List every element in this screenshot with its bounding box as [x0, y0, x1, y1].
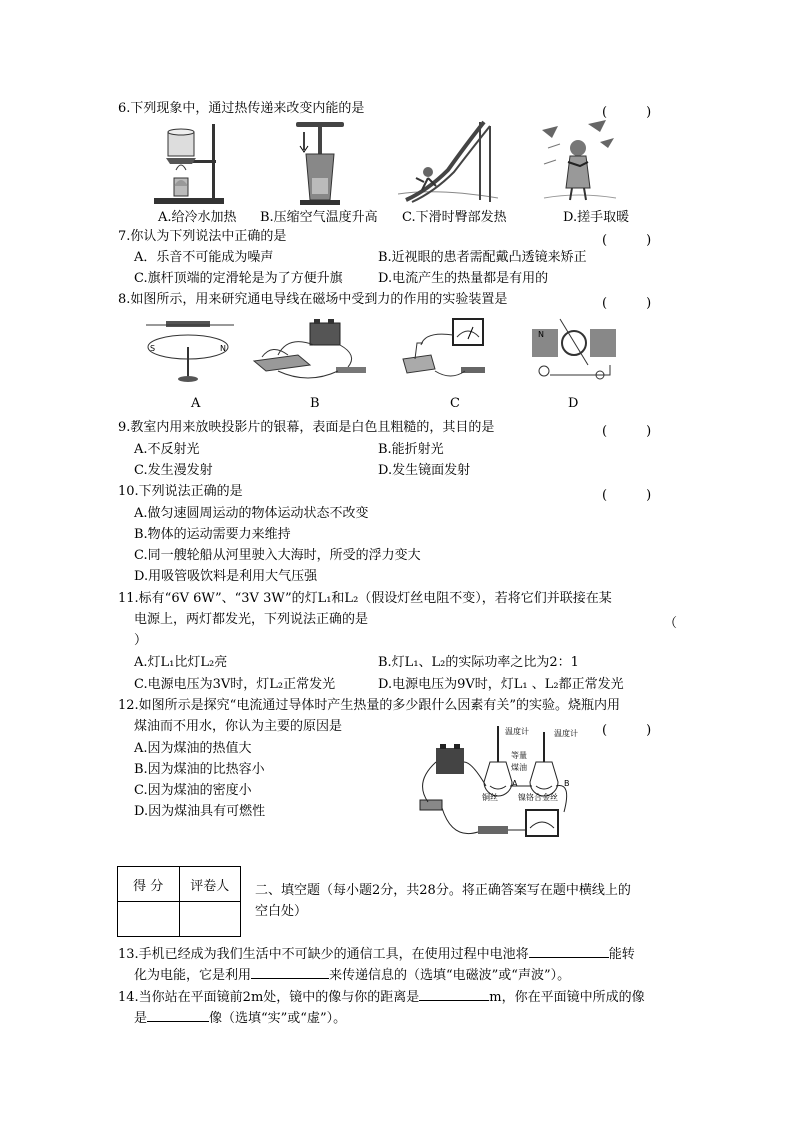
q12-fig-equal: 等量 [511, 751, 527, 760]
svg-text:N: N [538, 330, 544, 339]
q7-answer-paren: ( ) [602, 233, 652, 248]
q14-line2 [134, 1011, 346, 1027]
q10-stem: 10.下列说法正确的是 [118, 484, 243, 499]
q8-label-c: C [450, 396, 460, 411]
q12-stem-line1: 12.如图所示是探究“电流通过导体时产生热量的多少跟什么因素有关”的实验。烧瓶内用 [118, 698, 620, 713]
q10-option-c: C.同一艘轮船从河里驶入大海时，所受的浮力变大 [134, 548, 421, 563]
q6-option-c: C.下滑时臀部发热 [402, 210, 507, 225]
q9-option-b: B.能折射光 [378, 442, 444, 457]
q12-fig-nichrome: 镍铬合金丝 [518, 793, 558, 802]
q14-text4: 像（选填“实”或“虚”）。 [209, 1011, 347, 1026]
q12-fig-copper: 铜丝 [482, 793, 498, 802]
q12-option-a: A.因为煤油的热值大 [134, 741, 252, 756]
q12-figure-circuit [412, 722, 592, 852]
q10-answer-paren: ( ) [602, 488, 652, 503]
q6-figure-c-slide [398, 118, 498, 208]
q14-text1: 14.当你站在平面镜前2m处，镜中的像与你的距离是 [118, 990, 420, 1005]
section2-title-line1: 二、填空题（每小题2分，共28分。将正确答案写在题中横线上的 [255, 883, 631, 898]
q11-paren-close: ） [134, 633, 148, 648]
q9-option-d: D.发生镜面发射 [378, 463, 471, 478]
q12-option-d: D.因为煤油具有可燃性 [134, 804, 266, 819]
q11-option-c: C.电源电压为3V时，灯L₂正常发光 [134, 677, 336, 692]
q7-option-c: C.旗杆顶端的定滑轮是为了方便升旗 [134, 271, 343, 286]
q6-option-d: D.搓手取暖 [563, 210, 630, 225]
score-header: 得 分 [118, 867, 180, 902]
q6-figure-d-rubbing-hands [538, 118, 618, 204]
q13-text2: 能转 [608, 947, 635, 962]
q6-figure-b-compression [290, 120, 350, 206]
q12-fig-oil: 煤油 [511, 763, 527, 772]
q14-line1 [118, 990, 645, 1006]
q13-text3: 化为电能，它是利用 [134, 968, 252, 983]
q9-answer-paren: ( ) [602, 424, 652, 439]
q13-line1 [118, 947, 635, 963]
svg-text:S: S [150, 344, 156, 353]
q13-blank1[interactable] [529, 957, 609, 958]
q8-label-a: A [191, 396, 201, 411]
section2-title-line2: 空白处） [255, 904, 308, 919]
q6-option-a: A.给冷水加热 [158, 210, 237, 225]
q14-text3: 是 [134, 1011, 148, 1026]
q12-option-c: C.因为煤油的密度小 [134, 783, 252, 798]
q13-blank2[interactable] [251, 978, 329, 979]
grader-header: 评卷人 [179, 867, 241, 902]
q6-option-b: B.压缩空气温度升高 [260, 210, 378, 225]
q12-stem-line2: 煤油而不用水，你认为主要的原因是 [134, 719, 343, 734]
q11-option-a: A.灯L₁比灯L₂亮 [134, 655, 228, 670]
q12-fig-label-b: B [564, 779, 570, 788]
q7-option-a: A．乐音不可能成为噪声 [134, 250, 274, 265]
q8-figure-a-oersted [140, 315, 240, 385]
q6-stem: 6.下列现象中，通过热传递来改变内能的是 [118, 101, 365, 116]
q7-option-b: B.近视眼的患者需配戴凸透镜来矫正 [378, 250, 587, 265]
q13-text4: 来传递信息的（选填“电磁波”或“声波”）。 [329, 968, 571, 983]
score-cell [118, 902, 180, 937]
q10-option-b: B.物体的运动需要力来维持 [134, 527, 291, 542]
q12-answer-paren: ( ) [602, 723, 652, 738]
q8-answer-paren: ( ) [602, 296, 652, 311]
q11-paren-open: （ [664, 616, 678, 631]
q8-label-d: D [568, 396, 579, 411]
q6-answer-paren: ( ) [602, 105, 652, 120]
q10-option-a: A.做匀速圆周运动的物体运动状态不改变 [134, 506, 369, 521]
q12-fig-thermometer1: 温度计 [505, 727, 529, 736]
q13-text1: 13.手机已经成为我们生活中不可缺少的通信工具，在使用过程中电池将 [118, 947, 529, 962]
q14-text2: m，你在平面镜中所成的像 [489, 990, 645, 1005]
q9-stem: 9.教室内用来放映投影片的银幕，表面是白色且粗糙的，其目的是 [118, 420, 495, 435]
q11-option-d: D.电源电压为9V时，灯L₁ 、L₂都正常发光 [378, 677, 624, 692]
q7-option-d: D.电流产生的热量都是有用的 [378, 271, 549, 286]
q11-option-b: B.灯L₁、L₂的实际功率之比为2：1 [378, 655, 579, 670]
q8-figure-d-generator [530, 315, 620, 387]
grader-cell [179, 902, 241, 937]
q13-line2 [134, 968, 570, 984]
q12-fig-thermometer2: 温度计 [554, 729, 578, 738]
q7-stem: 7.你认为下列说法中正确的是 [118, 229, 287, 244]
q6-figure-a-heating [150, 120, 230, 206]
q8-stem: 8.如图所示，用来研究通电导线在磁场中受到力的作用的实验装置是 [118, 292, 508, 307]
q9-option-c: C.发生漫发射 [134, 463, 213, 478]
svg-text:N: N [220, 344, 226, 353]
q9-option-a: A.不反射光 [134, 442, 200, 457]
q8-figure-c-galvanometer [395, 315, 505, 385]
q14-blank1[interactable] [419, 1000, 489, 1001]
q14-blank2[interactable] [147, 1021, 209, 1022]
q11-stem-line2: 电源上，两灯都发光，下列说法正确的是 [134, 612, 369, 627]
q12-fig-label-a: A [512, 779, 518, 788]
score-table [117, 866, 241, 937]
q8-label-b: B [310, 396, 320, 411]
q12-option-b: B.因为煤油的比热容小 [134, 762, 265, 777]
q11-stem-line1: 11.标有“6V 6W”、“3V 3W”的灯L₁和L₂（假设灯丝电阻不变），若将它们并联接在某 [118, 591, 612, 606]
q8-figure-b-motor-rails [248, 315, 378, 385]
q10-option-d: D.用吸管吸饮料是利用大气压强 [134, 569, 318, 584]
